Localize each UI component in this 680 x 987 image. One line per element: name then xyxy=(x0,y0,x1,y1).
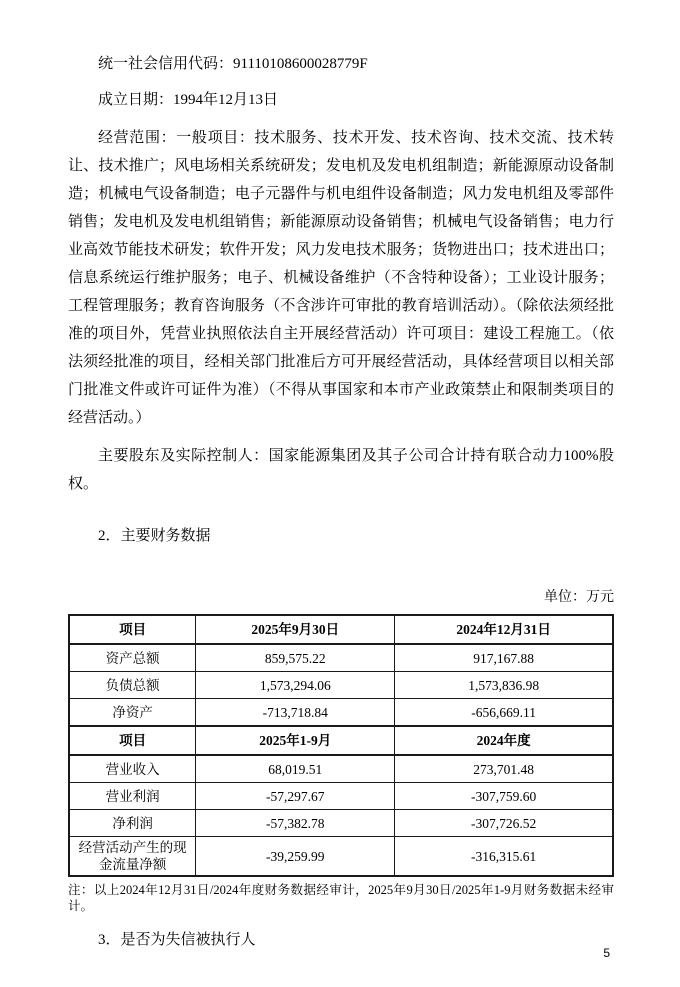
section-2-heading: 2．主要财务数据 xyxy=(98,528,211,544)
header-cell-item: 项目 xyxy=(69,726,196,755)
row-label-cell: 经营活动产生的现金流量净额 xyxy=(69,837,196,877)
value-cell: -713,718.84 xyxy=(196,699,395,727)
value-cell: 859,575.22 xyxy=(196,644,395,672)
value-cell: -57,297.67 xyxy=(196,783,395,810)
value-cell: 1,573,836.98 xyxy=(395,672,613,699)
value-cell: 68,019.51 xyxy=(196,755,395,783)
financial-data-table xyxy=(68,614,614,877)
header-cell-period2: 2024年度 xyxy=(395,726,613,755)
table-note: 注：以上2024年12月31日/2024年度财务数据经审计，2025年9月30日/2025年1-9月财务数据未经审计。 xyxy=(68,883,614,913)
value-cell: -57,382.78 xyxy=(196,810,395,837)
table-row-net-assets xyxy=(69,699,613,727)
table-row-operating-profit xyxy=(69,783,613,810)
value-cell: -316,315.61 xyxy=(395,837,613,877)
value-cell: 1,573,294.06 xyxy=(196,672,395,699)
page-number: 5 xyxy=(603,946,610,960)
table-row-revenue xyxy=(69,755,613,783)
value-cell: -39,259.99 xyxy=(196,837,395,877)
business-scope-paragraph: 经营范围：一般项目：技术服务、技术开发、技术咨询、技术交流、技术转让、技术推广；风电场相关系统研发；发电机及发电机组制造；新能源原动设备制造；机械电气设备制造；电子元器件与机电组件设备制造；风力发电机组及零部件销售；发电机及发电机组销售；新能源原动设备销售；机械电气设备销售；电力行业高效节能技术研发；软件开发；风力发电技术服务；货物进出口；技术进出口；信息系统运行维护服务；电子、机械设备维护（不含特种设备）；工业设计服务；工程管理服务；教育咨询服务（不含涉许可审批的教育培训活动）。（除依法须经批准的项目外，凭营业执照依法自主开展经营活动）许可项目：建设工程施工。（依法须经批准的项目，经相关部门批准后方可开展经营活动，具体经营项目以相关部门批准文件或许可证件为准）（不得从事国家和本市产业政策禁止和限制类项目的经营活动。） xyxy=(68,130,614,426)
shareholder-paragraph: 主要股东及实际控制人：国家能源集团及其子公司合计持有联合动力100%股权。 xyxy=(68,448,614,492)
value-cell: -656,669.11 xyxy=(395,699,613,727)
table-header-row xyxy=(69,615,613,644)
section-3-heading: 3．是否为失信被执行人 xyxy=(98,932,256,948)
header-cell-period1: 2025年1-9月 xyxy=(196,726,395,755)
table-unit-label: 单位：万元 xyxy=(544,590,614,605)
value-cell: -307,759.60 xyxy=(395,783,613,810)
row-label-cell: 净资产 xyxy=(69,699,196,727)
row-label-cell: 净利润 xyxy=(69,810,196,837)
table-row-operating-cashflow xyxy=(69,837,613,877)
header-cell-period1: 2025年9月30日 xyxy=(196,615,395,644)
table-header-row-2 xyxy=(69,726,613,755)
table-row-net-profit xyxy=(69,810,613,837)
table-row-total-liabilities xyxy=(69,672,613,699)
row-label-cell: 资产总额 xyxy=(69,644,196,672)
value-cell: -307,726.52 xyxy=(395,810,613,837)
table-row-total-assets xyxy=(69,644,613,672)
row-label-cell: 营业收入 xyxy=(69,755,196,783)
row-label-cell: 负债总额 xyxy=(69,672,196,699)
value-cell: 273,701.48 xyxy=(395,755,613,783)
header-cell-period2: 2024年12月31日 xyxy=(395,615,613,644)
value-cell: 917,167.88 xyxy=(395,644,613,672)
credit-code-line: 统一社会信用代码：91110108600028779F xyxy=(98,56,368,72)
established-date-line: 成立日期：1994年12月13日 xyxy=(98,92,279,108)
row-label-cell: 营业利润 xyxy=(69,783,196,810)
header-cell-item: 项目 xyxy=(69,615,196,644)
